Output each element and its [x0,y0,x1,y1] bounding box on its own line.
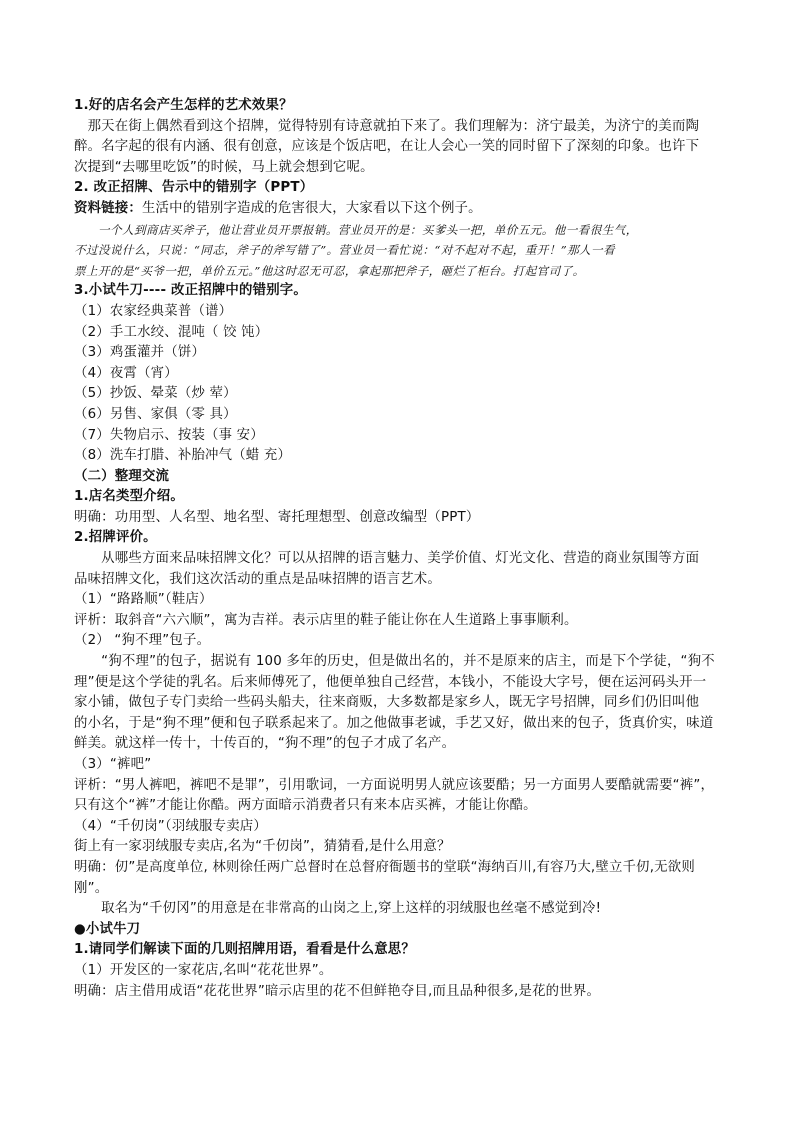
text-line: “狗不理”的包子，据说有 100 多年的历史，但是做出名的，并不是原来的店主，而是下个学徒，“狗不 [74,654,715,670]
text-line: （8）洗车打腊、补胎冲气（蜡 充） [74,448,292,464]
label-prefix: 资料链接： [74,200,142,216]
text-line: 评析：“男人裤吧，裤吧不是罪”，引用歌词，一方面说明男人就应该要酷；另一方面男人要酷就需要“裤”， [74,777,715,793]
text-line: 那天在街上偶然看到这个招牌，觉得特别有诗意就拍下来了。我们理解为：济宁最美，为济宁的美而陶 [74,118,700,134]
text-line: 资料链接：生活中的错别字造成的危害很大，大家看以下这个例子。 [74,200,482,216]
text-line: （二）整理交流 [74,468,170,484]
text-line: 1.好的店名会产生怎样的艺术效果？ [74,98,293,113]
text-line: （6）另售、家俱（零 具） [74,406,237,422]
text-line: 3.小试牛刀---- 改正招牌中的错别字。 [74,283,307,299]
text-line: ●小试牛刀 [74,921,141,937]
text-line: 明确：功用型、人名型、地名型、寄托理想型、创意改编型（PPT） [74,509,480,525]
text-line: （4）“千仞岗”（羽绒服专卖店） [74,818,267,834]
text-line: 2.招牌评价。 [74,530,157,546]
text-line: 鲜美。就这样一传十，十传百的，“狗不理”的包子才成了名产。 [74,736,456,752]
text-line: 2. 改正招牌、告示中的错别字（PPT） [74,180,314,196]
text-line: 不过没说什么，只说：“同志，斧子的斧写错了”。营业员一看忙说：“对不起对不起，重开！”那人一看 [74,243,616,258]
text-line: 明确：店主借用成语“花花世界”暗示店里的花不但鲜艳夺目,而且品种很多,是花的世界。 [74,983,601,999]
text-line: 一个人到商店买斧子，他让营业员开票报销。营业员开的是：买爹头一把，单价五元。他一看很生气， [74,222,638,237]
text-line: 理”便是这个学徒的乳名。后来师傅死了，他便单独自己经营，本钱小，不能设大字号，便在运河码头开一 [74,674,707,690]
text-line: （2） “狗不理”包子。 [74,633,211,649]
text-line: （1）农家经典菜普（谱） [74,303,233,319]
text-line: （3）鸡蛋灌并（饼） [74,345,206,361]
text-line: 醉。名字起的很有内涵、很有创意，应该是个饭店吧，在让人会心一笑的同时留下了深刻的印象。也许下 [74,139,700,155]
text-line: 家小铺，做包子专门卖给一些码头船夫，往来商贩，大多数都是家乡人，既无字号招牌，同乡们仍旧叫他 [74,695,700,711]
text-line: 的小名，于是“狗不理”便和包子联系起来了。加之他做事老诚，手艺又好，做出来的包子，货真价实，味道 [74,715,714,731]
text-line: 刚”。 [74,880,109,896]
text-line: 1.店名类型介绍。 [74,489,184,505]
text-line: 次提到“去哪里吃饭”的时候，马上就会想到它呢。 [74,159,374,175]
text-line: 只有这个“裤”才能让你酷。两方面暗示消费者只有来本店买裤，才能让你酷。 [74,798,537,814]
text-line: 评析：取斜音“六六顺”，寓为吉祥。表示店里的鞋子能让你在人生道路上事事顺利。 [74,612,578,628]
text-line: 1.请同学们解读下面的几则招牌用语，看看是什么意思？ [74,942,415,958]
text-line: （5）抄饭、晕菜（炒 荤） [74,386,237,402]
text-line: （1）开发区的一家花店,名叫“花花世界”。 [74,962,333,978]
text-line: （7）失物启示、按装（事 安） [74,427,264,443]
text-line: 明确：仞”是高度单位, 林则徐任两广总督时在总督府衙题书的堂联“海纳百川,有容乃大,壁立千仞,无欲则 [74,859,695,875]
text-line: （1）“路路顺”（鞋店） [74,592,213,608]
text-line: （2）手工水绞、混吨（ 饺 饨） [74,324,269,340]
text-line: 品味招牌文化，我们这次活动的重点是品味招牌的语言艺术。 [74,571,441,587]
document-body [74,96,722,1002]
text-line: （3）“裤吧” [74,757,152,772]
text-line: 街上有一家羽绒服专卖店,名为“千仞岗”，猜猜看,是什么用意？ [74,839,451,855]
text-line: 从哪些方面来品味招牌文化？可以从招牌的语言魅力、美学价值、灯光文化、营造的商业氛围等方面 [74,551,700,567]
text-line: 票上开的是“买爷一把，单价五元。”他这时忍无可忍，拿起那把斧子，砸烂了柜台。打起官司了。 [74,263,585,278]
text-line: （4）夜霄（宵） [74,365,178,381]
text-line: 取名为“千仞冈”的用意是在非常高的山岗之上,穿上这样的羽绒服也丝毫不感觉到冷! [74,901,602,917]
